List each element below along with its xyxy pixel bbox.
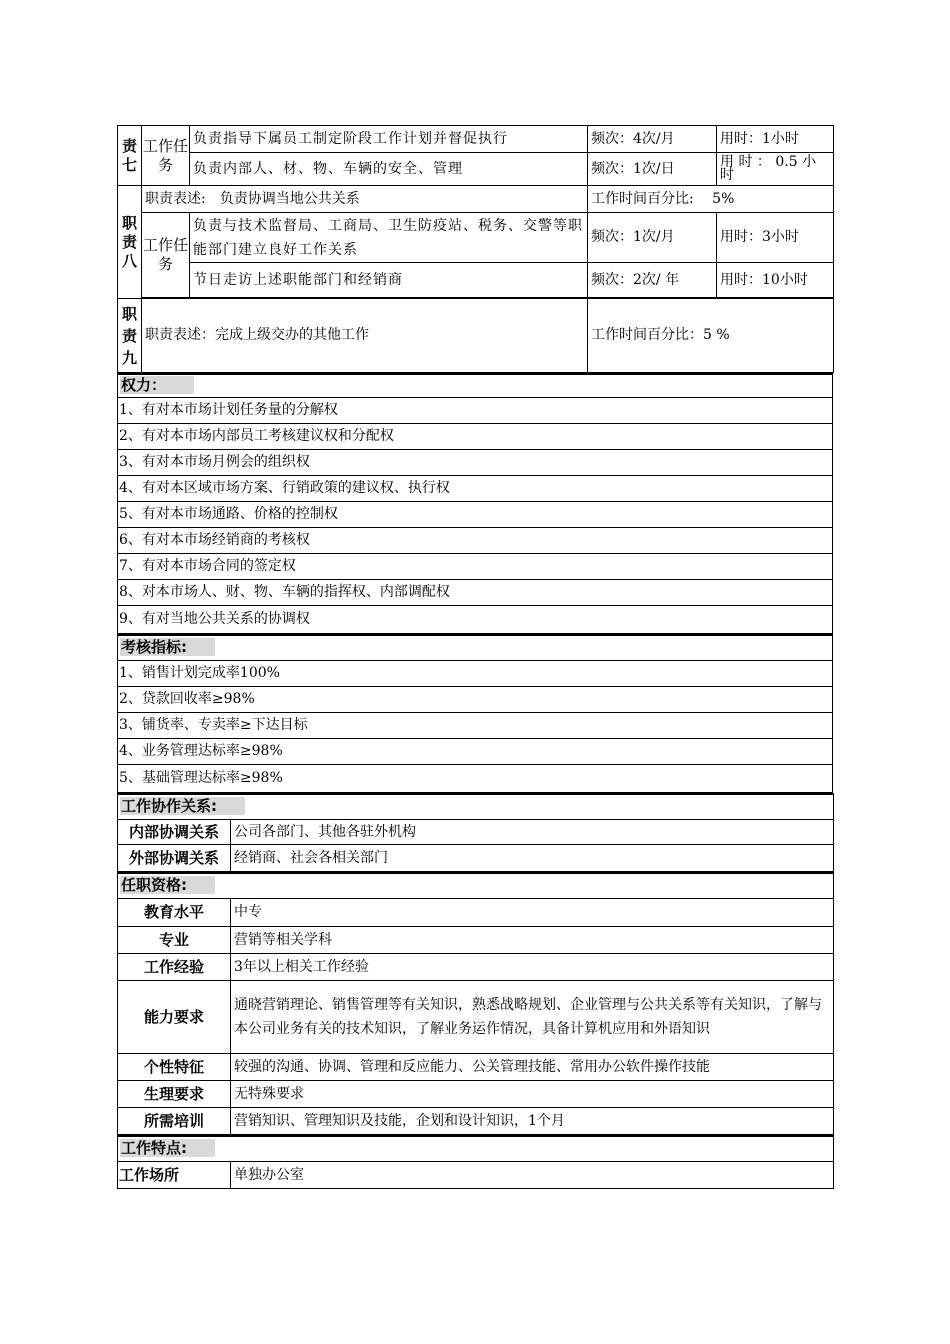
qualifications-title: 任职资格: (120, 876, 215, 894)
relation-value: 经销商、社会各相关部门 (231, 845, 834, 872)
duty7-task-time: 用 时 ： 0.5 小时 (717, 153, 834, 186)
duty8-label: 职责八 (118, 186, 142, 299)
duties-table (117, 125, 834, 373)
duty8-task-row (118, 213, 834, 263)
duty9-percent: 工作时间百分比：5 % (588, 299, 834, 373)
features-title: 工作特点: (120, 1139, 215, 1157)
duty8-task-row (118, 263, 834, 298)
duty7-task-row (118, 126, 834, 153)
relations-table (117, 793, 834, 872)
duty7-task-label: 工作任务 (142, 126, 190, 186)
features-table (117, 1135, 834, 1189)
duty8-task-freq: 频次：1次/月 (588, 213, 717, 263)
duty9-statement: 职责表述：完成上级交办的其他工作 (142, 299, 588, 373)
powers-table (117, 373, 833, 634)
power-item: 7、有对本市场合同的签定权 (118, 554, 833, 580)
feature-label: 工作场所 (118, 1162, 231, 1189)
kpi-item: 1、销售计划完成率100% (118, 661, 833, 687)
qualification-value: 中专 (231, 899, 834, 927)
duty8-task-desc: 负责与技术监督局、工商局、卫生防疫站、税务、交警等职能部门建立良好工作关系 (190, 213, 588, 263)
qualification-label: 生理要求 (118, 1081, 231, 1108)
duty7-task-freq: 频次：4次/月 (588, 126, 717, 153)
qualification-value: 较强的沟通、协调、管理和反应能力、公关管理技能、常用办公软件操作技能 (231, 1054, 834, 1081)
relation-label: 外部协调关系 (118, 845, 231, 872)
power-item: 4、有对本区域市场方案、行销政策的建议权、执行权 (118, 476, 833, 502)
qualification-value: 营销等相关学科 (231, 927, 834, 954)
kpi-item: 4、业务管理达标率≥98% (118, 739, 833, 765)
power-item: 3、有对本市场月例会的组织权 (118, 450, 833, 476)
kpi-item: 3、铺货率、专卖率≥下达目标 (118, 713, 833, 739)
qualification-label: 教育水平 (118, 899, 231, 927)
duty7-task-desc: 负责内部人、材、物、车辆的安全、管理 (190, 153, 588, 186)
duty8-statement: 职责表述: 负责协调当地公共关系 (142, 186, 588, 213)
job-description-document (117, 125, 833, 1189)
kpi-item: 5、基础管理达标率≥98% (118, 765, 833, 793)
duty9-label: 职责九 (118, 299, 142, 373)
qualification-label: 能力要求 (118, 981, 231, 1054)
power-item: 2、有对本市场内部员工考核建议权和分配权 (118, 424, 833, 450)
kpi-item: 2、贷款回收率≥98% (118, 687, 833, 713)
relations-title: 工作协作关系: (120, 797, 245, 815)
qualification-value: 无特殊要求 (231, 1081, 834, 1108)
powers-title: 权力： (120, 376, 194, 394)
power-item: 5、有对本市场通路、价格的控制权 (118, 502, 833, 528)
duty8-statement-row (118, 186, 834, 213)
power-item: 9、有对当地公共关系的协调权 (118, 606, 833, 634)
relation-value: 公司各部门、其他各驻外机构 (231, 820, 834, 845)
power-item: 1、有对本市场计划任务量的分解权 (118, 398, 833, 424)
power-item: 6、有对本市场经销商的考核权 (118, 528, 833, 554)
duty7-task-time: 用时：1小时 (717, 126, 834, 153)
duty7-label: 责七 (118, 126, 142, 186)
feature-value: 单独办公室 (231, 1162, 834, 1189)
qualifications-table (117, 872, 834, 1135)
kpi-table (117, 634, 833, 793)
qualification-value: 营销知识、管理知识及技能，企划和设计知识，1个月 (231, 1108, 834, 1135)
duty8-task-label: 工作任务 (142, 213, 190, 298)
qualification-value: 通晓营销理论、销售管理等有关知识，熟悉战略规划、企业管理与公共关系等有关知识，了解与本公司业务有关的技术知识，了解业务运作情况，具备计算机应用和外语知识 (231, 981, 834, 1054)
duty7-task-desc: 负责指导下属员工制定阶段工作计划并督促执行 (190, 126, 588, 153)
qualification-label: 所需培训 (118, 1108, 231, 1135)
kpi-title: 考核指标: (120, 638, 215, 656)
duty7-task-freq: 频次：1次/日 (588, 153, 717, 186)
duty8-task-time: 用时：3小时 (717, 213, 834, 263)
duty8-task-desc: 节日走访上述职能部门和经销商 (190, 263, 588, 298)
duty8-percent: 工作时间百分比: 5% (588, 186, 834, 213)
relation-label: 内部协调关系 (118, 820, 231, 845)
duty8-task-freq: 频次：2次/ 年 (588, 263, 717, 298)
duty9-row (118, 299, 834, 373)
power-item: 8、对本市场人、财、物、车辆的指挥权、内部调配权 (118, 580, 833, 606)
qualification-label: 工作经验 (118, 954, 231, 981)
qualification-label: 专业 (118, 927, 231, 954)
duty8-task-time: 用时：10小时 (717, 263, 834, 298)
qualification-value: 3年以上相关工作经验 (231, 954, 834, 981)
qualification-label: 个性特征 (118, 1054, 231, 1081)
duty7-task-row (118, 153, 834, 186)
